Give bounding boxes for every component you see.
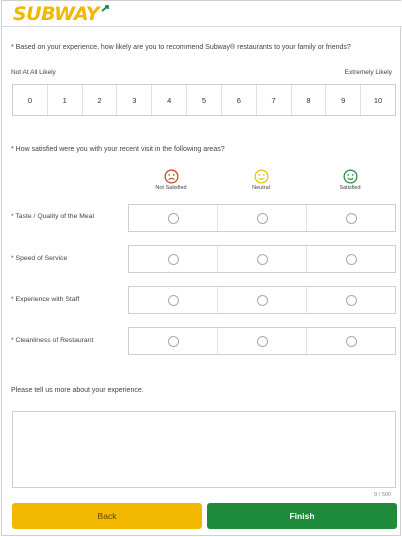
radio-staff-not-satisfied[interactable] — [168, 295, 179, 306]
row-label-staff: * Experience with Staff — [11, 296, 80, 303]
not-satisfied-label: Not Satisfied — [155, 185, 187, 191]
cell — [129, 205, 218, 231]
cell — [218, 328, 307, 354]
cell — [218, 287, 307, 313]
radio-speed-not-satisfied[interactable] — [168, 254, 179, 265]
satisfied-label: Satisfied — [339, 185, 361, 191]
recommend-question: * Based on your experience, how likely are you to recommend Subway® restaurants to your family or friends? — [11, 44, 351, 51]
nps-scale — [12, 84, 396, 116]
column-neutral — [231, 169, 291, 191]
neutral-face-icon — [254, 169, 269, 184]
cell — [307, 246, 395, 272]
nps-option-5[interactable]: 5 — [187, 85, 222, 115]
survey-frame — [1, 0, 401, 536]
row-speed — [128, 245, 396, 273]
nps-option-9[interactable]: 9 — [326, 85, 361, 115]
radio-cleanliness-satisfied[interactable] — [346, 336, 357, 347]
sad-face-icon — [164, 169, 179, 184]
row-label-speed: * Speed of Service — [11, 255, 68, 262]
cell — [307, 328, 395, 354]
row-staff — [128, 286, 396, 314]
row-taste — [128, 204, 396, 232]
radio-taste-satisfied[interactable] — [346, 213, 357, 224]
comments-question: Please tell us more about your experience. — [11, 387, 144, 394]
nps-option-4[interactable]: 4 — [152, 85, 187, 115]
cell — [129, 328, 218, 354]
comments-textarea[interactable] — [12, 411, 396, 488]
finish-button[interactable]: Finish — [207, 503, 397, 529]
cell — [218, 246, 307, 272]
row-label-cleanliness: * Cleanliness of Restaurant — [11, 337, 94, 344]
nps-option-10[interactable]: 10 — [373, 95, 383, 105]
scale-high-label: Extremely Likely — [344, 69, 392, 76]
cell — [307, 205, 395, 231]
radio-taste-neutral[interactable] — [257, 213, 268, 224]
scale-low-label: Not At All Likely — [11, 69, 56, 76]
radio-staff-satisfied[interactable] — [346, 295, 357, 306]
neutral-label: Neutral — [252, 185, 270, 191]
logo-sub-text: SUB — [13, 3, 55, 25]
radio-cleanliness-not-satisfied[interactable] — [168, 336, 179, 347]
nps-option-0[interactable]: 0 — [13, 85, 48, 115]
column-not-satisfied — [141, 169, 201, 191]
nps-option-1[interactable]: 1 — [48, 85, 83, 115]
satisfaction-question: * How satisfied were you with your recent visit in the following areas? — [11, 146, 225, 153]
cell — [129, 287, 218, 313]
column-satisfied — [320, 169, 380, 191]
cell — [307, 287, 395, 313]
row-cleanliness — [128, 327, 396, 355]
header — [2, 1, 402, 27]
subway-logo — [13, 2, 99, 26]
radio-speed-neutral[interactable] — [257, 254, 268, 265]
character-counter: 0 / 500 — [374, 492, 391, 498]
radio-speed-satisfied[interactable] — [346, 254, 357, 265]
back-button[interactable]: Back — [12, 503, 202, 529]
nps-option-6[interactable]: 6 — [222, 85, 257, 115]
logo-way-text: WAY — [54, 3, 100, 25]
nps-option-7[interactable]: 7 — [257, 85, 292, 115]
radio-taste-not-satisfied[interactable] — [168, 213, 179, 224]
row-label-taste: * Taste / Quality of the Meal — [11, 213, 94, 220]
cell — [218, 205, 307, 231]
radio-cleanliness-neutral[interactable] — [257, 336, 268, 347]
nps-option-2[interactable]: 2 — [83, 85, 118, 115]
nps-option-8[interactable]: 8 — [292, 85, 327, 115]
logo-arrow-icon — [101, 4, 111, 14]
nps-option-3[interactable]: 3 — [117, 85, 152, 115]
radio-staff-neutral[interactable] — [257, 295, 268, 306]
cell — [129, 246, 218, 272]
happy-face-icon — [343, 169, 358, 184]
